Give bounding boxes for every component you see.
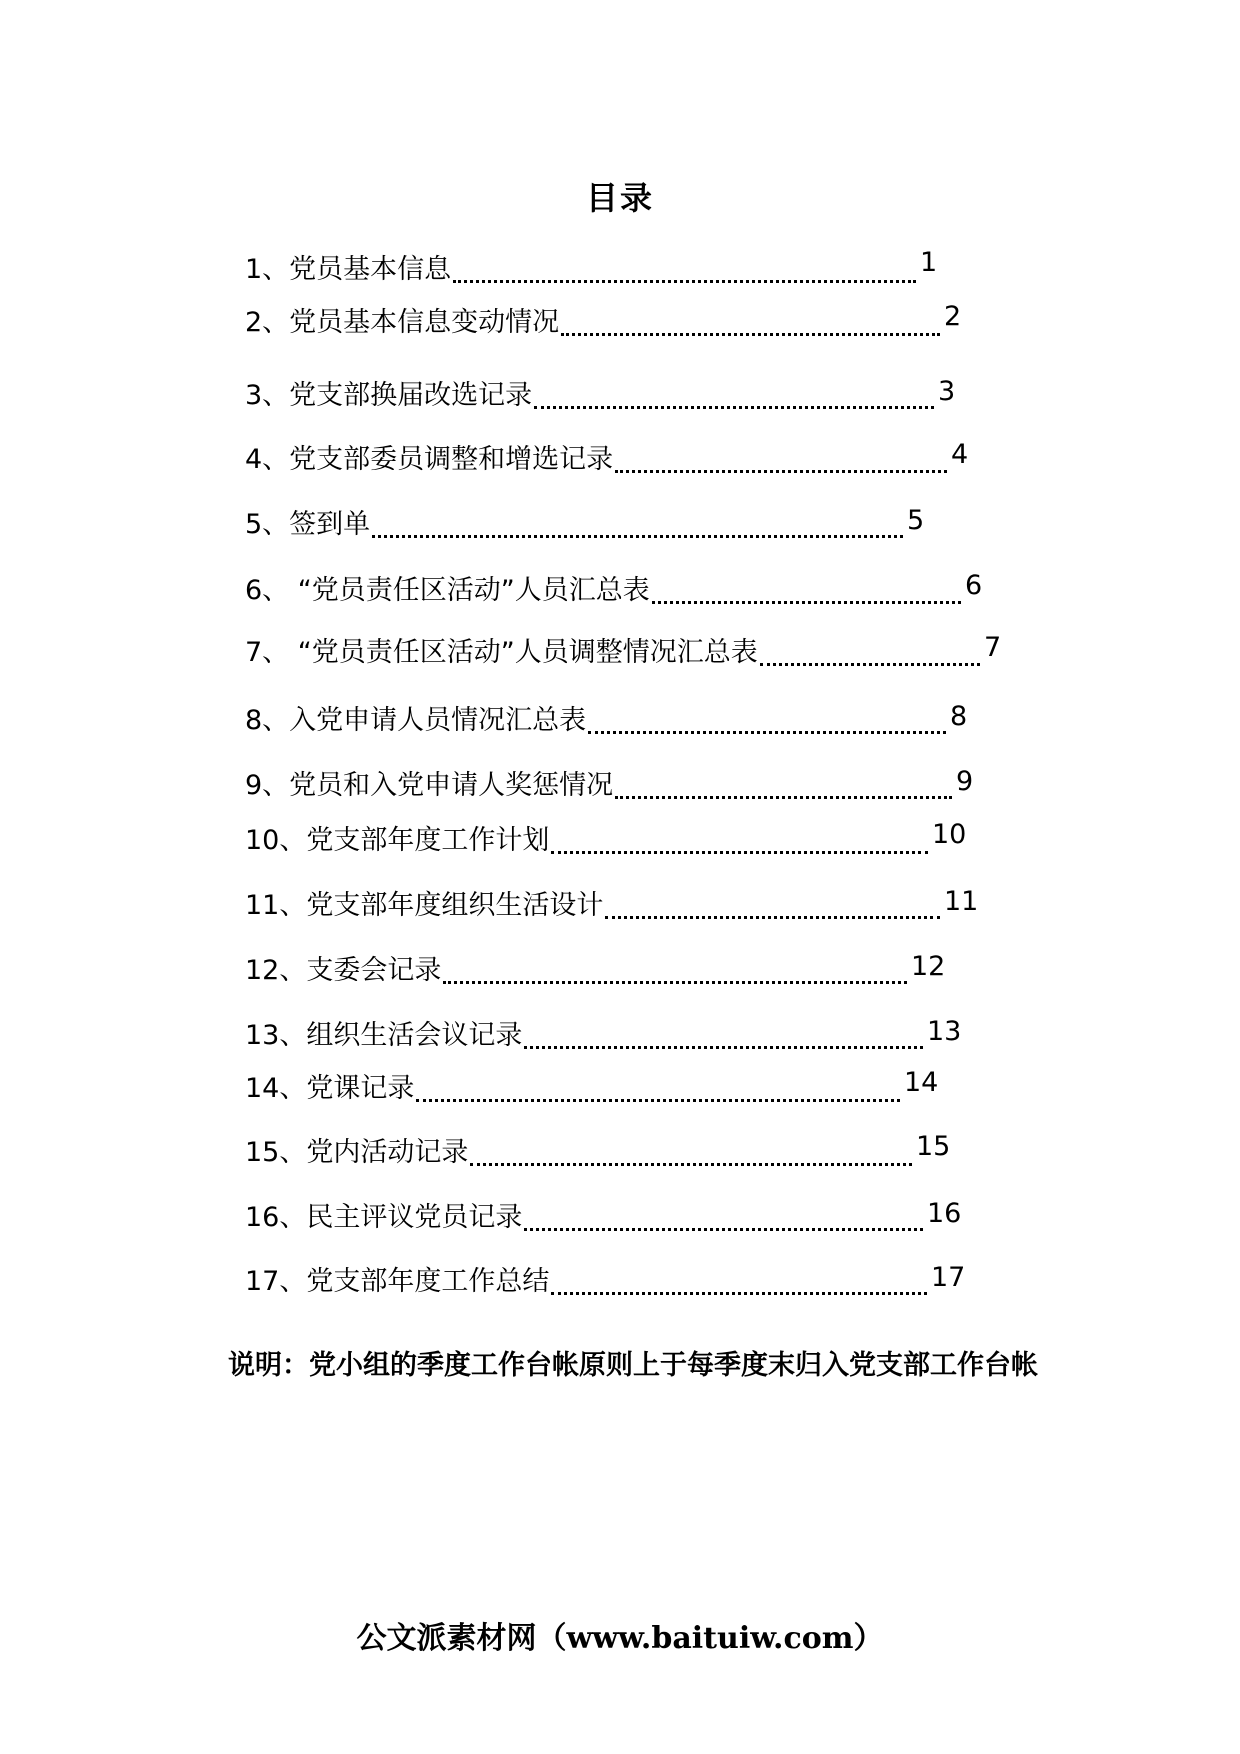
- toc-entry-leader: [470, 1129, 912, 1166]
- toc-entry-page-number: 16: [927, 1198, 962, 1229]
- toc-entry-label: 15、党内活动记录: [245, 1137, 469, 1168]
- toc-entry-label: 3、党支部换届改选记录: [245, 380, 533, 411]
- toc-entry-leader: [652, 567, 961, 604]
- toc-entry-page-number: 15: [916, 1131, 951, 1162]
- toc-entry-page-number: 11: [944, 886, 979, 917]
- toc-entry-label: 14、党课记录: [245, 1073, 415, 1104]
- toc-entry-page-number: 13: [927, 1016, 962, 1047]
- toc-entry-label: 11、党支部年度组织生活设计: [245, 890, 604, 921]
- toc-entry-page-number: 2: [944, 301, 962, 332]
- toc-entry-page-number: 7: [984, 632, 1002, 663]
- toc-entry-page-number: 5: [907, 505, 925, 536]
- page-title: 目录: [585, 179, 654, 217]
- toc-entry-leader: [551, 1258, 927, 1295]
- toc-entry-page-number: 4: [951, 439, 969, 470]
- toc-entry-leader: [760, 629, 980, 666]
- toc-entry-label: 8、入党申请人员情况汇总表: [245, 705, 587, 736]
- toc-entry-label: 9、党员和入党申请人奖惩情况: [245, 770, 614, 801]
- toc-entry-label: 16、民主评议党员记录: [245, 1202, 523, 1233]
- toc-entry-page-number: 14: [904, 1067, 939, 1098]
- toc-entry-page-number: 9: [956, 766, 974, 797]
- toc-entry-leader: [551, 817, 928, 854]
- toc-entry-leader: [605, 882, 940, 919]
- toc-entry-page-number: 3: [938, 376, 956, 407]
- toc-entry-leader: [615, 436, 947, 473]
- toc-entry-leader: [372, 501, 903, 538]
- explanatory-note: 说明：党小组的季度工作台帐原则上于每季度末归入党支部工作台帐: [228, 1350, 1038, 1381]
- toc-entry-leader: [524, 1194, 923, 1231]
- toc-entry-label: 12、支委会记录: [245, 955, 442, 986]
- toc-entry-label: 6、 “党员责任区活动”人员汇总表: [245, 575, 650, 606]
- toc-entry-page-number: 17: [931, 1262, 966, 1293]
- toc-entry-label: 5、签到单: [245, 509, 371, 540]
- toc-entry-label: 2、党员基本信息变动情况: [245, 307, 560, 338]
- toc-entry-page-number: 8: [950, 701, 968, 732]
- toc-entry-label: 10、党支部年度工作计划: [245, 825, 550, 856]
- toc-entry-leader: [588, 697, 946, 734]
- source-footer: 公文派素材网（www.baituiw.com）: [356, 1621, 884, 1656]
- toc-entry-leader: [615, 762, 952, 799]
- toc-entry-page-number: 12: [911, 951, 946, 982]
- toc-entry-leader: [534, 372, 934, 409]
- toc-entry-leader: [524, 1012, 923, 1049]
- toc-entry-label: 7、 “党员责任区活动”人员调整情况汇总表: [245, 637, 758, 668]
- toc-entry-page-number: 10: [932, 819, 967, 850]
- toc-entry-leader: [561, 299, 940, 336]
- toc-entry-label: 4、党支部委员调整和增选记录: [245, 444, 614, 475]
- toc-entry-label: 1、党员基本信息: [245, 254, 452, 285]
- toc-entry-label: 17、党支部年度工作总结: [245, 1266, 550, 1297]
- toc-entry-leader: [443, 947, 907, 984]
- toc-entry-leader: [453, 246, 916, 283]
- toc-entry-page-number: 1: [920, 247, 938, 278]
- toc-entry-page-number: 6: [965, 570, 983, 601]
- toc-entry-label: 13、组织生活会议记录: [245, 1020, 523, 1051]
- toc-entry-leader: [416, 1065, 900, 1102]
